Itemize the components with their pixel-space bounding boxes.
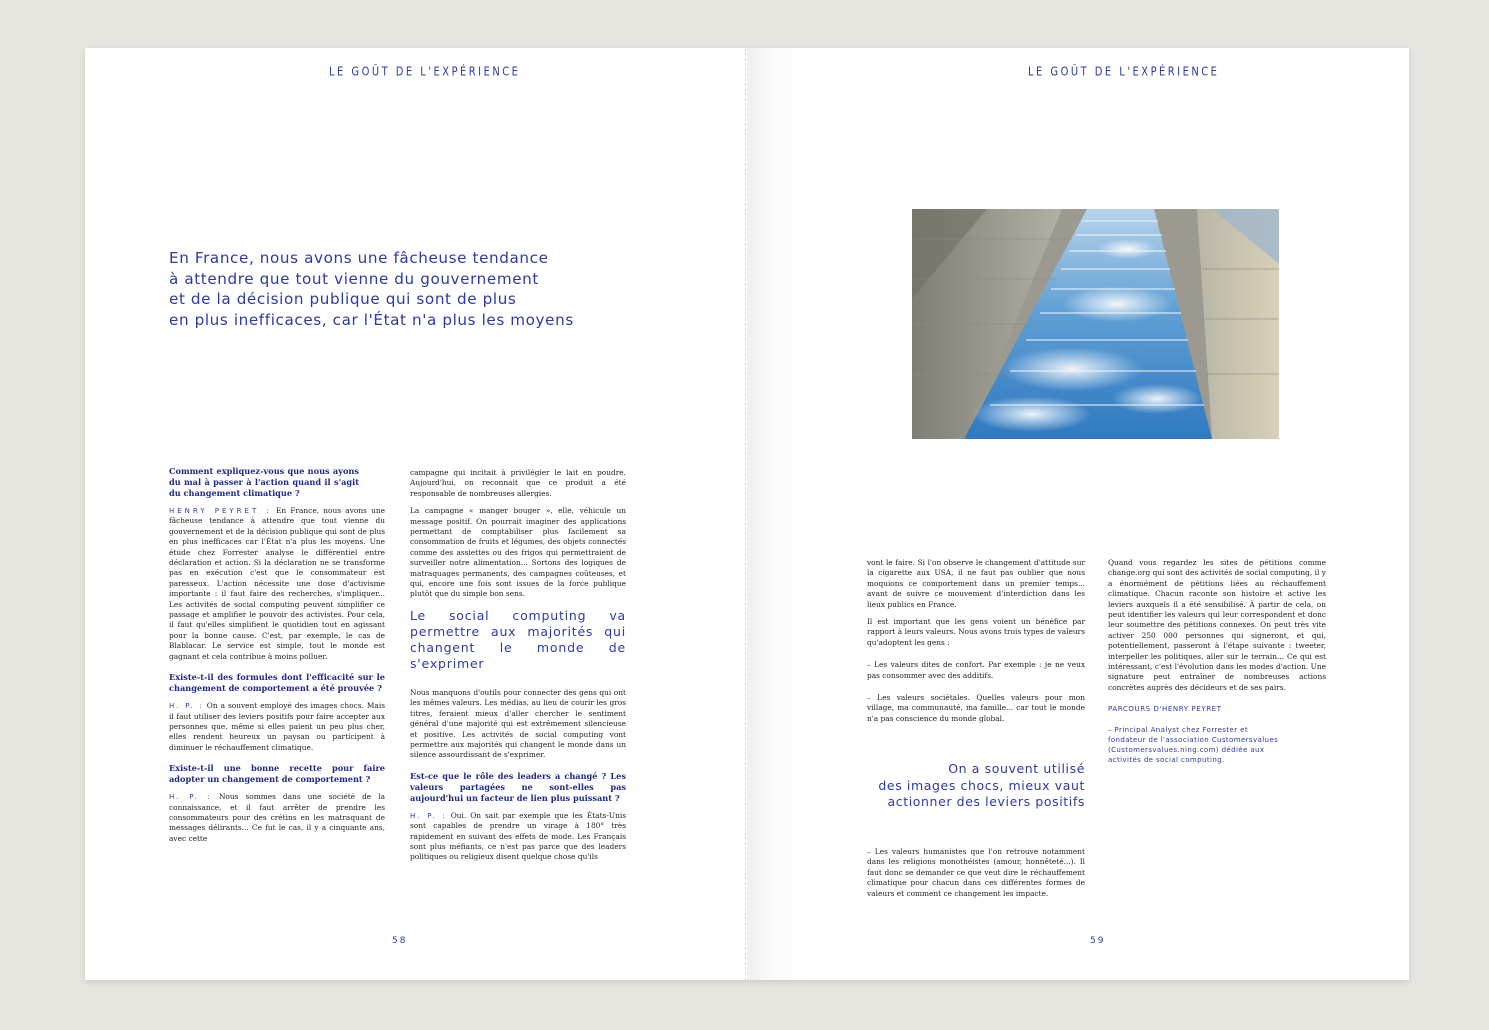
pull-quote-line: à attendre que tout vienne du gouvernement — [169, 269, 539, 288]
text-column-2 — [1108, 558, 1326, 772]
paragraph: Nous manquons d'outils pour connecter des gens qui ont les mêmes valeurs. Les médias, au lieu de courir les gros titres, feraient mieux d'aller chercher le sentiment général d'une majorité qui est extrêmement silencieuse et positive. Les activités de social computing vont permettre aux majorités qui changent le monde dans un silence assourdissant de s'exprimer. — [410, 687, 626, 760]
left-page — [85, 48, 747, 980]
right-page — [747, 48, 1409, 980]
section-subhead: Le social computing va permettre aux majorités qui changent le monde de s'exprimer — [410, 607, 626, 671]
bullet-item: – Les valeurs dites de confort. Par exemple : je ne veux pas consommer avec des additifs. — [867, 660, 1085, 680]
text-column-1 — [867, 558, 1085, 731]
interview-question: Est-ce que le rôle des leaders a changé ? Les valeurs partagées ne sont-elles pas aujourd'hui un facteur de lien plus puissant ? — [410, 770, 626, 803]
bullet-dash: – — [1108, 725, 1112, 734]
text-column-1 — [169, 466, 385, 851]
bullet-item: – Les valeurs humanistes que l'on retrouve notamment dans les religions monothéistes (amour, honnêteté...). Il faut donc se demander ce que veut dire le réchauffement climatique pour chacun dans ces différentes formes de valeurs et comment ce changement les impacte. — [867, 847, 1085, 898]
interview-question: Existe-t-il une bonne recette pour faire adopter un changement de comportement ? — [169, 763, 385, 785]
pull-quote-line: En France, nous avons une fâcheuse tendance — [169, 249, 549, 267]
bullet-dash: – — [867, 693, 871, 703]
bullet-dash: – — [867, 847, 871, 856]
speaker-name: HENRY PEYRET : — [169, 507, 272, 515]
interview-question: Comment expliquez-vous que nous ayons du mal à passer à l'action quand il s'agit du changement climatique ? — [169, 466, 359, 498]
interview-question: Existe-t-il des formules dont l'efficacité sur le changement de comportement a été prouvée ? — [169, 672, 385, 694]
page-number: 58 — [392, 936, 408, 946]
speaker-initials: H. P. : — [410, 811, 447, 820]
paragraph: La campagne « manger bouger », elle, véhicule un message positif. On pourrait imaginer des applications permettant de comptabiliser plus facilement sa consommation de fruits et légumes, des objets connectés comme des assiettes ou des frigos qui permettraient de surveiller notre alimentation... Sortons des logiques de matraquages permanents, des campagnes coûteuses, et qui, encore une fois sont issues de la force publique plutôt que du simple bon sens. — [410, 506, 626, 599]
pull-quote — [878, 761, 1085, 811]
interview-answer: H. P. : Nous sommes dans une société de la connaissance, et il faut arrêter de prendre les consommateurs pour des crétins en les matraquant de messages délirants... Ce fut le cas, il y a cinquante ans, avec cette — [169, 792, 385, 843]
bullet-item: – Les valeurs sociétales. Quelles valeurs pour mon village, ma communauté, ma famille... car tout le monde n'a pas conscience du monde global. — [867, 693, 1085, 723]
paragraph: Quand vous regardez les sites de pétitions comme change.org qui sont des activités de social computing, il y a énormément de pétitions liées au réchauffement climatique. Chacun raconte son histoire et active les leviers auxquels il a été sensibilisé. À partir de cela, on peut identifier les valeurs qui leur correspondent et donc leur soumettre des pétitions connexes. On peut très vite activer 250 000 personnes qui signeront, et qui, potentiellement, passeront à l'étape suivante : tweeter, interpeller les politiques, aller sur le terrain... Ce qui est intéressant, c'est l'évolution dans les modes d'action. Une signature peut entraîner de nombreuses actions concrètes auprès des décideurs et de ses pairs. — [1108, 558, 1326, 692]
pull-quote-line: des images chocs, mieux vaut — [878, 777, 1085, 793]
pull-quote — [169, 248, 574, 331]
pull-quote-line: On a souvent utilisé — [948, 761, 1085, 776]
pull-quote-line: et de la décision publique qui sont de plus — [169, 290, 517, 309]
paragraph: Il est important que les gens voient un bénéfice par rapport à leurs valeurs. Nous avons trois types de valeurs qu'adoptent les gens : — [867, 617, 1085, 647]
page-number: 59 — [1090, 936, 1106, 946]
magazine-spread — [85, 48, 1409, 980]
photo-illustration — [912, 209, 1279, 439]
paragraph: campagne qui incitait à privilégier le lait en poudre. Aujourd'hui, on reconnait que ce produit a été responsable de nombreuses allergies. — [410, 468, 626, 498]
bio-label: PARCOURS D'HENRY PEYRET — [1108, 705, 1222, 714]
running-head: LE GOÛT DE L'EXPÉRIENCE — [1028, 64, 1220, 79]
interview-answer: HENRY PEYRET : En France, nous avons une fâcheuse tendance à attendre que tout vienne du gouvernement et de la décision publique qui sont de plus en plus inefficaces car l'État n'a plus les moyens. Une étude chez Forrester analyse le différentiel entre déclaration et action. Si la déclaration ne se transforme pas en exécution c'est que le consommateur est paresseux. L'action nécessite une dose d'activisme importante : il faut faire des recherches, s'impliquer... Les activités de social computing peuvent simplifier ce passage et amplifier le pouvoir des activistes. Pour cela, il faut qu'elles simplifient le quotidien tout en agissant pour la bonne cause. C'est, par exemple, le cas de Blablacar. Le service est simple, tout le monde est gagnant et cela contribue à moins polluer. — [169, 506, 386, 661]
text-column-1-continued — [867, 847, 1085, 906]
interview-answer: H. P. : On a souvent employé des images chocs. Mais il faut utiliser des leviers positifs pour faire accepter aux personnes que, même si elles paient un peu plus cher, elles rendent heureux un paysan ou participent à diminuer le réchauffement climatique. — [169, 701, 385, 752]
interview-answer: H. P. : Oui. On sait par exemple que les États-Unis sont capables de prendre un virage à 180° très rapidement en suivant des effets de mode. Les Français sont plus méfiants, ce n'est pas parce que des leaders politiques ou religieux disent quelque chose qu'ils — [410, 810, 626, 862]
pull-quote-line: en plus inefficaces, car l'État n'a plus les moyens — [169, 311, 574, 330]
text-column-2 — [410, 468, 626, 870]
speaker-initials: H. P. : — [169, 793, 212, 802]
mirror-staircase-photo — [912, 209, 1279, 439]
running-head: LE GOÛT DE L'EXPÉRIENCE — [329, 64, 521, 79]
paragraph: vont le faire. Si l'on observe le changement d'attitude sur la cigarette aux USA, il ne faut pas oublier que nous moquions ce comportement dans un premier temps... avant de suivre ce mouvement d'interdiction dans les lieux publics en France. — [867, 558, 1085, 609]
bullet-dash: – — [867, 660, 871, 670]
speaker-initials: H. P. : — [169, 702, 204, 711]
pull-quote-line: actionner des leviers positifs — [887, 794, 1085, 809]
bio-text: – Principal Analyst chez Forrester et fondateur de l'association Customersvalues (Customersvalues.ning.com) dédiée aux activités de social computing. — [1108, 725, 1279, 764]
